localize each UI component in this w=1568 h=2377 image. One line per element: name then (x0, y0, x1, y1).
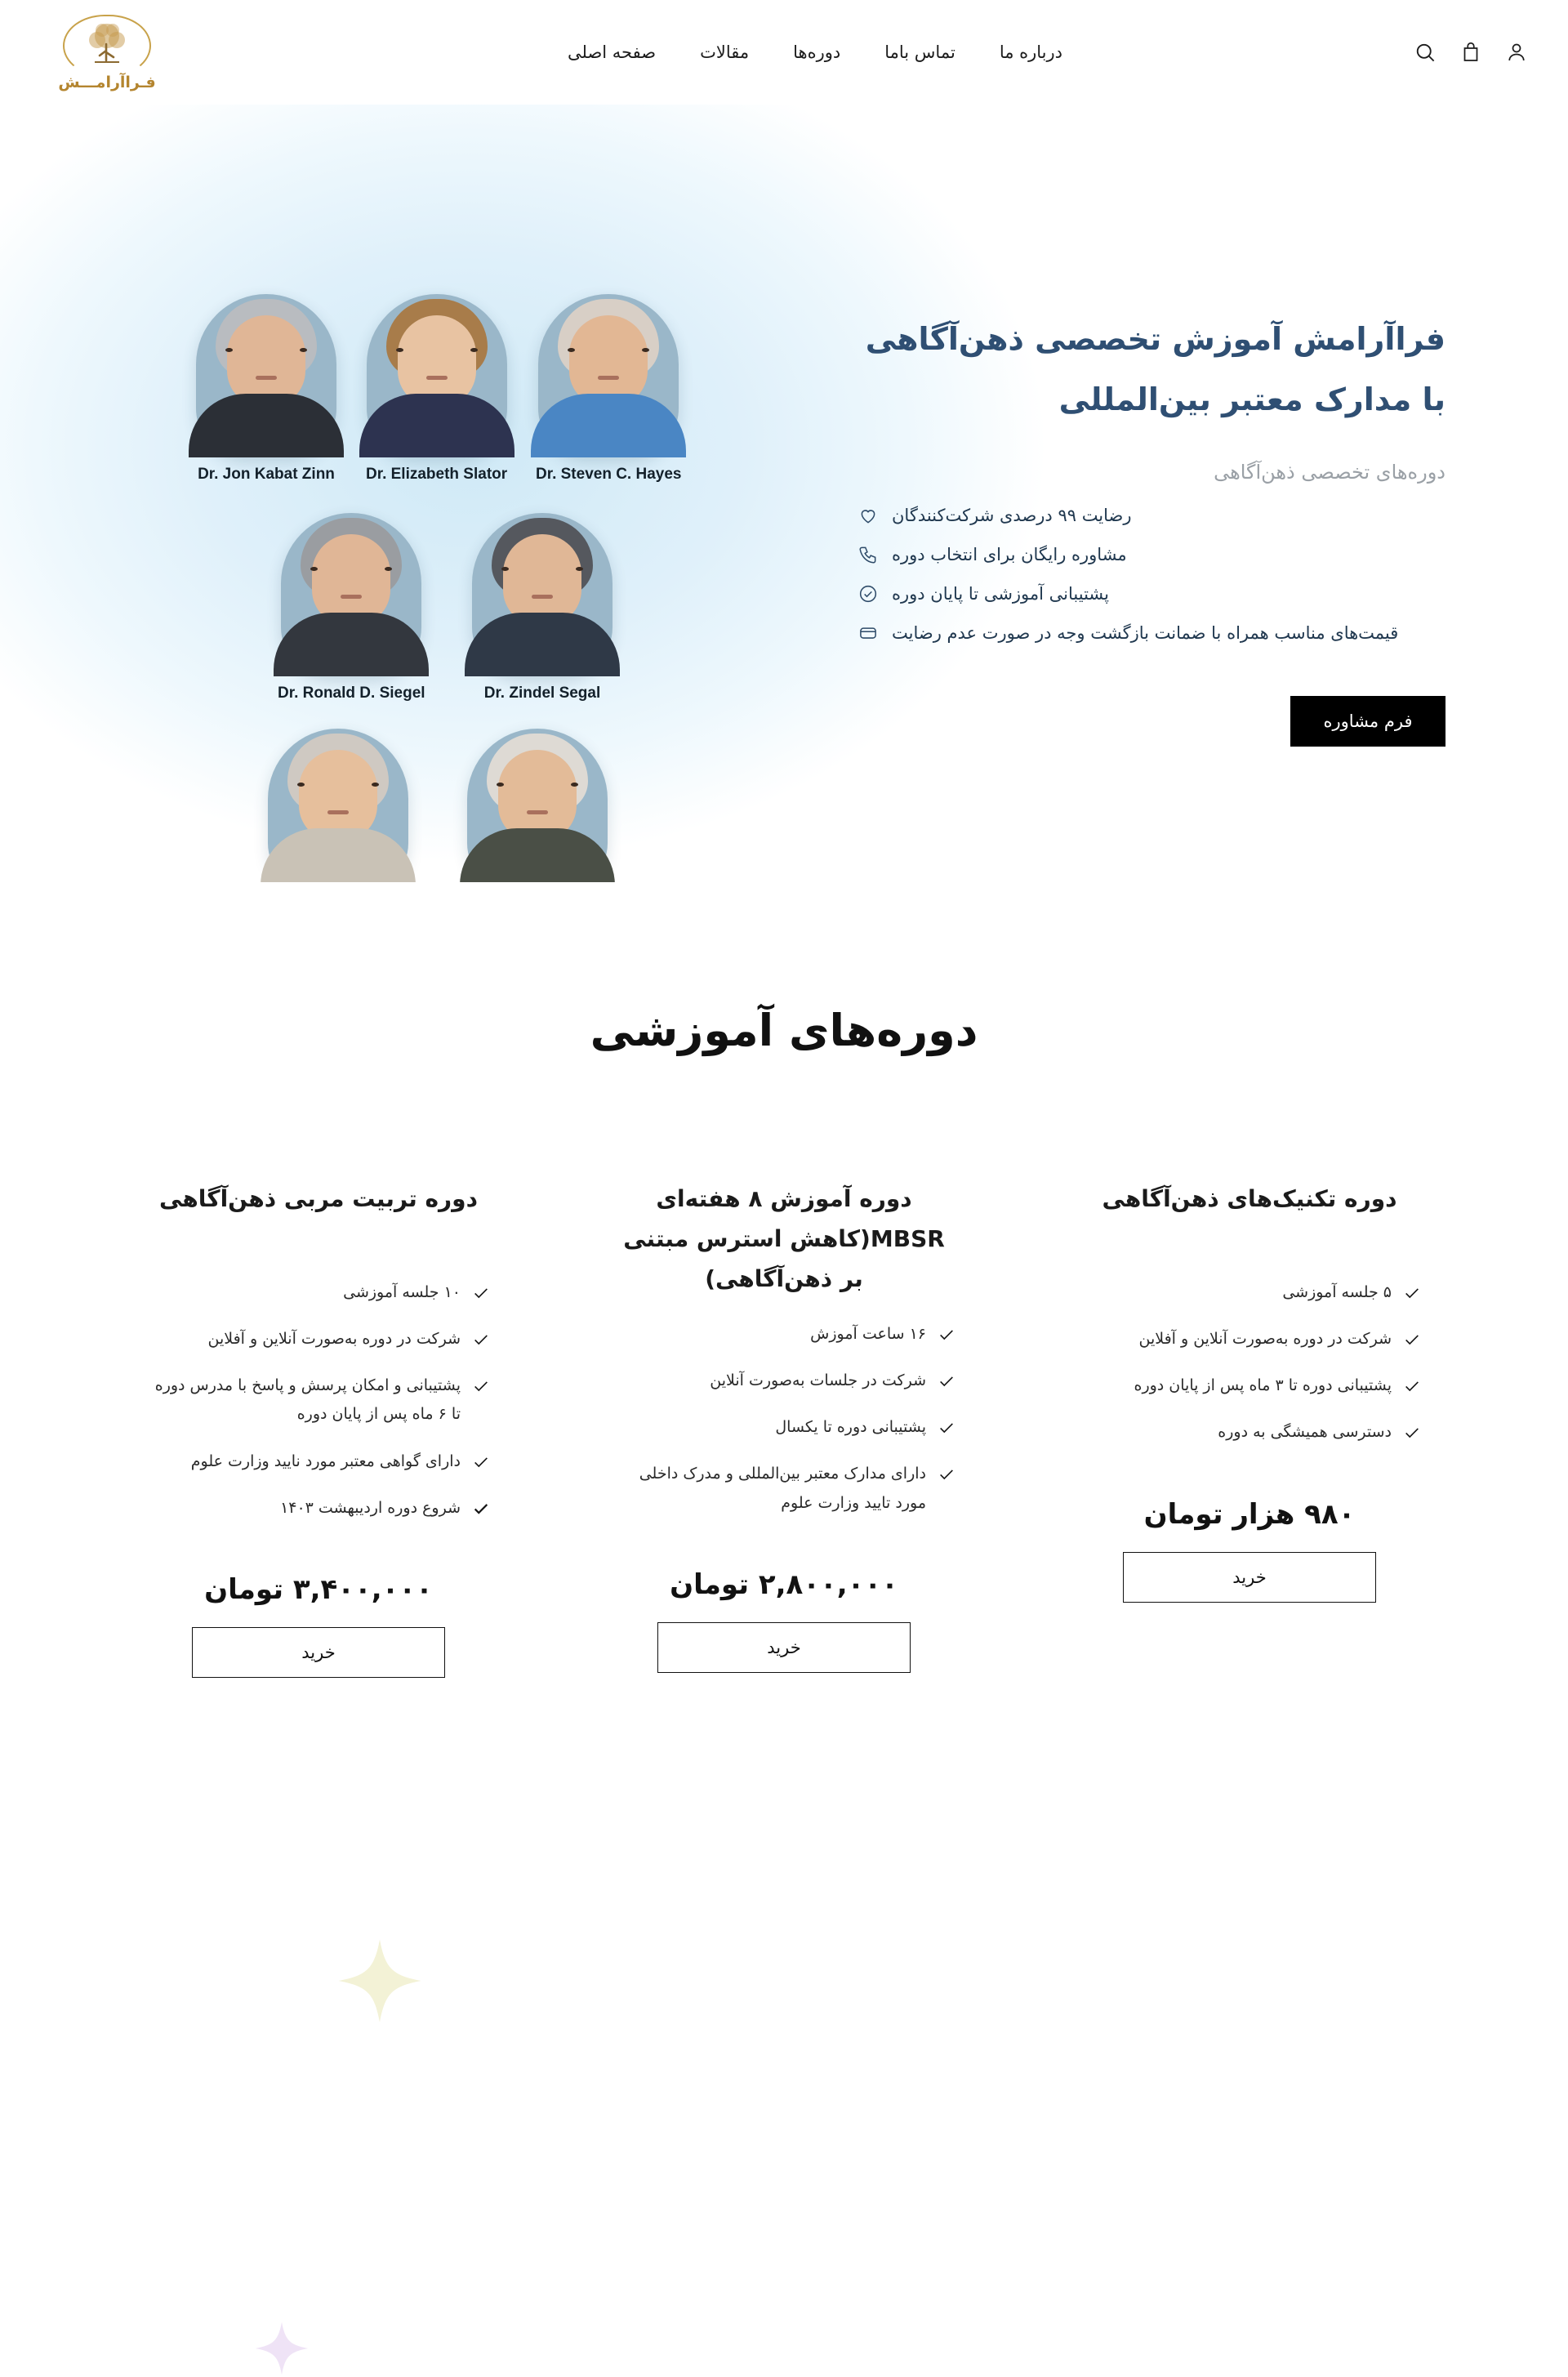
cart-icon[interactable] (1459, 40, 1483, 65)
check-icon (1403, 1376, 1421, 1394)
check-icon (472, 1330, 490, 1348)
course-feature (1078, 1371, 1421, 1400)
sparkle-decoration-icon (253, 2320, 310, 2377)
hero-benefit-text: پشتیبانی آموزشی تا پایان دوره (892, 584, 1109, 604)
course-feature-text: دارای مدارک معتبر بین‌المللی و مدرک داخلی مورد تایید وزارت علوم (639, 1465, 926, 1512)
nav-item-courses[interactable]: دوره‌ها (793, 42, 841, 62)
course-title: دوره آموزش ۸ هفته‌ای MBSR(کاهش استرس مبتنی بر ذهن‌آگاهی) (623, 1185, 945, 1292)
course-feature (147, 1325, 490, 1354)
wallet-icon (858, 622, 879, 644)
logo-tree-icon (58, 13, 156, 78)
hero-benefits-list (858, 505, 1446, 644)
sparkle-decoration-icon (335, 1936, 425, 2026)
courses-section-title: دوره‌های آموزشی (590, 1005, 978, 1056)
instructor-card (278, 513, 425, 702)
instructor-name: Dr. Jon Kabat Zinn (198, 466, 335, 483)
check-icon (938, 1325, 956, 1343)
check-icon (938, 1371, 956, 1389)
consultation-form-button[interactable]: فرم مشاوره (1290, 696, 1446, 747)
course-price: ۹۸۰ هزار تومان (1143, 1497, 1356, 1531)
check-circle-icon (858, 583, 879, 604)
instructor-photo (367, 294, 507, 457)
buy-button[interactable]: خرید (657, 1622, 911, 1673)
instructor-name: Dr. Steven C. Hayes (536, 466, 682, 483)
course-feature (612, 1367, 956, 1395)
course-feature (147, 1371, 490, 1429)
hero-title-line-1: فراآرامش آموزش تخصصی ذهن‌آگاهی (865, 321, 1446, 357)
course-feature-text: شرکت در دوره به‌صورت آنلاین و آفلاین (207, 1330, 461, 1349)
hero-section (0, 105, 1568, 882)
hero-benefit-text: رضایت ۹۹ درصدی شرکت‌کنندگان (892, 506, 1132, 526)
course-feature-text: شرکت در دوره به‌صورت آنلاین و آفلاین (1138, 1330, 1392, 1349)
check-icon (938, 1418, 956, 1436)
instructor-name: Dr. Elizabeth Slator (366, 466, 508, 483)
instructor-collage (163, 294, 686, 948)
course-feature-text: دارای گواهی معتبر مورد نایید وزارت علوم (190, 1452, 461, 1470)
hero-benefit-item (858, 505, 1446, 526)
instructor-photo (467, 729, 608, 892)
course-feature (612, 1413, 956, 1442)
check-icon (1403, 1423, 1421, 1441)
nav-item-about[interactable]: درباره ما (999, 42, 1063, 62)
hero-benefit-item (858, 583, 1446, 604)
course-feature-text: دسترسی همیشگی به دوره (1218, 1423, 1392, 1442)
check-icon (1403, 1283, 1421, 1301)
check-icon (472, 1452, 490, 1470)
instructor-card (472, 513, 612, 702)
instructor-name: Dr. Ronald D. Siegel (278, 685, 425, 702)
instructor-card (196, 294, 336, 484)
course-card (147, 1179, 490, 1678)
instructor-name: Dr. Zindel Segal (483, 685, 601, 702)
nav-item-home[interactable]: صفحه اصلی (568, 42, 657, 62)
hero-benefit-item (858, 544, 1446, 565)
header-tools (1413, 40, 1529, 65)
course-feature-list (147, 1278, 490, 1541)
nav-item-contact[interactable]: تماس باما (884, 42, 956, 62)
instructor-photo (196, 294, 336, 457)
buy-button[interactable]: خرید (1123, 1552, 1376, 1603)
logo-text: فـراآرامـــش (58, 74, 156, 91)
course-feature-text: شروع دوره اردیبهشت ۱۴۰۳ (280, 1498, 461, 1517)
search-icon[interactable] (1413, 40, 1437, 65)
instructor-card (366, 294, 507, 484)
hero-subtitle: دوره‌های تخصصی ذهن‌آگاهی (1214, 461, 1446, 484)
hero-benefit-text: مشاوره رایگان برای انتخاب دوره (892, 545, 1127, 565)
course-feature-text: ۵ جلسه آموزشی (1282, 1283, 1392, 1301)
course-card (612, 1179, 956, 1678)
heart-icon (858, 505, 879, 526)
course-feature-text: ۱۰ جلسه آموزشی (343, 1283, 461, 1301)
course-feature (147, 1447, 490, 1476)
check-icon (472, 1376, 490, 1394)
course-feature-text: پشتیبانی دوره تا یکسال (775, 1418, 926, 1437)
hero-title-line-2: با مدارک معتبر بین‌المللی (1058, 381, 1446, 418)
course-feature (1078, 1418, 1421, 1447)
course-feature-list (612, 1320, 956, 1536)
site-header (0, 0, 1568, 105)
course-feature (612, 1320, 956, 1349)
course-price: ۲,۸۰۰,۰۰۰ تومان (670, 1568, 898, 1601)
nav-item-articles[interactable]: مقالات (700, 42, 750, 62)
hero-copy (858, 309, 1446, 747)
buy-button[interactable]: خرید (192, 1627, 445, 1678)
hero-benefit-text: قیمت‌های مناسب همراه با ضمانت بازگشت وجه در صورت عدم رضایت (892, 623, 1399, 644)
course-price: ۳,۴۰۰,۰۰۰ تومان (204, 1572, 433, 1606)
courses-section (0, 882, 1568, 1776)
site-logo[interactable] (46, 5, 168, 100)
instructor-photo (538, 294, 679, 457)
hero-benefit-item (858, 622, 1446, 644)
instructor-photo (268, 729, 408, 892)
course-feature-list (1078, 1278, 1421, 1465)
instructor-card (536, 294, 681, 484)
course-title: دوره تکنیک‌های ذهن‌آگاهی (1102, 1185, 1397, 1212)
courses-card-list (147, 1179, 1421, 1678)
course-card (1078, 1179, 1421, 1678)
course-title: دوره تربیت مربی ذهن‌آگاهی (159, 1185, 478, 1212)
course-feature-text: شرکت در جلسات به‌صورت آنلاین (710, 1371, 926, 1390)
check-icon (472, 1499, 490, 1517)
course-feature (1078, 1325, 1421, 1354)
instructor-photo (281, 513, 421, 676)
course-feature-text: پشتیبانی دوره تا ۳ ماه پس از پایان دوره (1134, 1376, 1392, 1395)
check-icon (1403, 1330, 1421, 1348)
check-icon (938, 1465, 956, 1483)
account-icon[interactable] (1504, 40, 1529, 65)
course-feature (147, 1278, 490, 1307)
check-icon (472, 1283, 490, 1301)
phone-icon (858, 544, 879, 565)
main-nav (519, 42, 1062, 62)
course-feature (1078, 1278, 1421, 1307)
course-feature-text: ۱۶ ساعت آموزش (810, 1325, 926, 1343)
course-feature (612, 1460, 956, 1517)
instructor-photo (472, 513, 612, 676)
course-feature-text: پشتیبانی و امکان پرسش و پاسخ با مدرس دوره تا ۶ ماه پس از پایان دوره (154, 1376, 461, 1424)
course-feature (147, 1494, 490, 1523)
